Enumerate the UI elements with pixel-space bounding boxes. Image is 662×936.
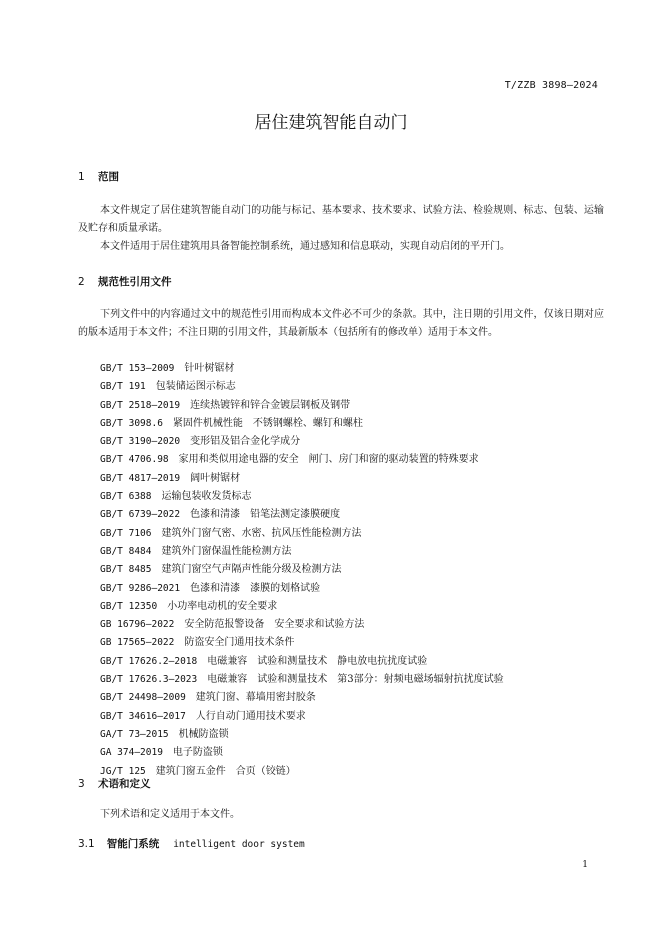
reference-code: GB/T 153—2009	[100, 363, 175, 374]
page-number: 1	[582, 860, 588, 870]
reference-code: GB/T 3098.6	[100, 417, 163, 429]
reference-title: 建筑外门窗气密、水密、抗风压性能检测方法	[161, 527, 362, 539]
reference-code: GB/T 6388	[100, 491, 152, 503]
scope-paragraph-1: 本文件规定了居住建筑智能自动门的功能与标记、基本要求、技术要求、试验方法、检验规则、标志、包装、运输及贮存和质量承诺。	[78, 205, 604, 234]
reference-title: 色漆和清漆 漆膜的划格试验	[190, 582, 321, 594]
reference-title: 包装储运图示标志	[155, 381, 236, 393]
reference-item	[100, 488, 504, 506]
reference-item	[100, 653, 504, 671]
term-english: intelligent door system	[173, 839, 305, 850]
reference-code: GB/T 34616—2017	[100, 710, 186, 722]
section-heading-scope	[78, 169, 119, 184]
section-number: 3	[78, 778, 85, 790]
reference-title: 阔叶树锯材	[190, 472, 241, 484]
reference-code: GB/T 2518—2019	[100, 399, 181, 411]
reference-code: GB/T 17626.2—2018	[100, 655, 198, 667]
reference-code: GB/T 9286—2021	[100, 582, 181, 594]
reference-item	[100, 634, 504, 652]
section-number: 1	[78, 171, 85, 183]
reference-title: 建筑外门窗保温性能检测方法	[161, 545, 292, 557]
reference-item	[100, 506, 504, 524]
document-title: 居住建筑智能自动门	[254, 113, 408, 133]
reference-code: GB/T 4706.98	[100, 454, 169, 466]
reference-item	[100, 378, 504, 396]
reference-code: GA/T 73—2015	[100, 728, 169, 740]
reference-code: GB/T 4817—2019	[100, 472, 181, 484]
reference-item	[100, 415, 504, 433]
reference-code: GB/T 6739—2022	[100, 509, 181, 521]
reference-code: GB 17565—2022	[100, 637, 175, 649]
reference-item	[100, 580, 504, 598]
reference-code: GB 16796—2022	[100, 619, 175, 631]
reference-item	[100, 360, 504, 378]
reference-title: 变形铝及铝合金化学成分	[190, 436, 301, 448]
reference-title: 建筑门窗空气声隔声性能分级及检测方法	[161, 564, 342, 576]
reference-item	[100, 763, 504, 781]
section-title: 范围	[98, 171, 119, 183]
reference-code: GB/T 191	[100, 381, 146, 393]
reference-title: 色漆和清漆 铅笔法测定漆膜硬度	[190, 509, 341, 521]
reference-title: 机械防盗锁	[178, 728, 229, 740]
section-number: 2	[78, 276, 85, 288]
reference-title: 紧固件机械性能 不锈钢螺栓、螺钉和螺柱	[172, 417, 363, 429]
reference-title: 建筑门窗五金件 合页（铰链）	[155, 765, 296, 777]
reference-title: 针叶树锯材	[184, 363, 235, 374]
reference-code: GB/T 7106	[100, 527, 152, 539]
reference-item	[100, 708, 504, 726]
reference-code: GB/T 12350	[100, 600, 158, 612]
reference-title: 防盗安全门通用技术条件	[184, 637, 295, 649]
reference-code: GA 374—2019	[100, 747, 163, 759]
reference-title: 电子防盗锁	[172, 747, 223, 759]
reference-title: 连续热镀锌和锌合金镀层钢板及钢带	[190, 399, 351, 411]
reference-title: 建筑门窗、幕墙用密封胶条	[195, 692, 316, 704]
reference-title: 人行自动门通用技术要求	[195, 710, 306, 722]
reference-code: GB/T 8484	[100, 545, 152, 557]
reference-item	[100, 598, 504, 616]
reference-title: 安全防范报警设备 安全要求和试验方法	[184, 619, 365, 631]
term-number: 3.1	[78, 838, 95, 850]
section-heading-terms	[78, 776, 151, 791]
term-entry	[78, 836, 305, 851]
reference-item	[100, 616, 504, 634]
reference-code: GB/T 8485	[100, 564, 152, 576]
reference-item	[100, 726, 504, 744]
reference-item	[100, 543, 504, 561]
reference-code: JG/T 125	[100, 765, 146, 777]
reference-item	[100, 451, 504, 469]
standard-number: T/ZZB 3898—2024	[504, 80, 598, 91]
reference-item	[100, 561, 504, 579]
reference-title: 电磁兼容 试验和测量技术 静电放电抗扰度试验	[207, 655, 428, 667]
references-intro: 下列文件中的内容通过文中的规范性引用而构成本文件必不可少的条款。其中，注日期的引用文件，仅该日期对应的版本适用于本文件；不注日期的引用文件，其最新版本（包括所有的修改单）适用于本文件。	[78, 309, 604, 338]
reference-item	[100, 397, 504, 415]
reference-title: 电磁兼容 试验和测量技术 第3部分：射频电磁场辐射抗扰度试验	[207, 674, 504, 686]
reference-list	[100, 360, 504, 781]
term-chinese: 智能门系统	[106, 838, 160, 850]
scope-paragraph-2: 本文件适用于居住建筑用具备智能控制系统，通过感知和信息联动，实现自动启闭的平开门。	[100, 241, 510, 252]
reference-code: GB/T 24498—2009	[100, 692, 186, 704]
reference-title: 小功率电动机的安全要求	[167, 600, 278, 612]
reference-item	[100, 525, 504, 543]
section-heading-references	[78, 274, 172, 289]
reference-item	[100, 744, 504, 762]
section-title: 规范性引用文件	[98, 276, 172, 288]
reference-code: GB/T 3190—2020	[100, 436, 181, 448]
reference-item	[100, 689, 504, 707]
reference-item	[100, 470, 504, 488]
terms-intro: 下列术语和定义适用于本文件。	[100, 809, 240, 820]
section-title: 术语和定义	[98, 778, 151, 790]
reference-item	[100, 433, 504, 451]
reference-item	[100, 671, 504, 689]
reference-title: 运输包装收发货标志	[161, 491, 252, 503]
reference-title: 家用和类似用途电器的安全 闸门、房门和窗的驱动装置的特殊要求	[178, 454, 479, 466]
reference-code: GB/T 17626.3—2023	[100, 674, 198, 686]
